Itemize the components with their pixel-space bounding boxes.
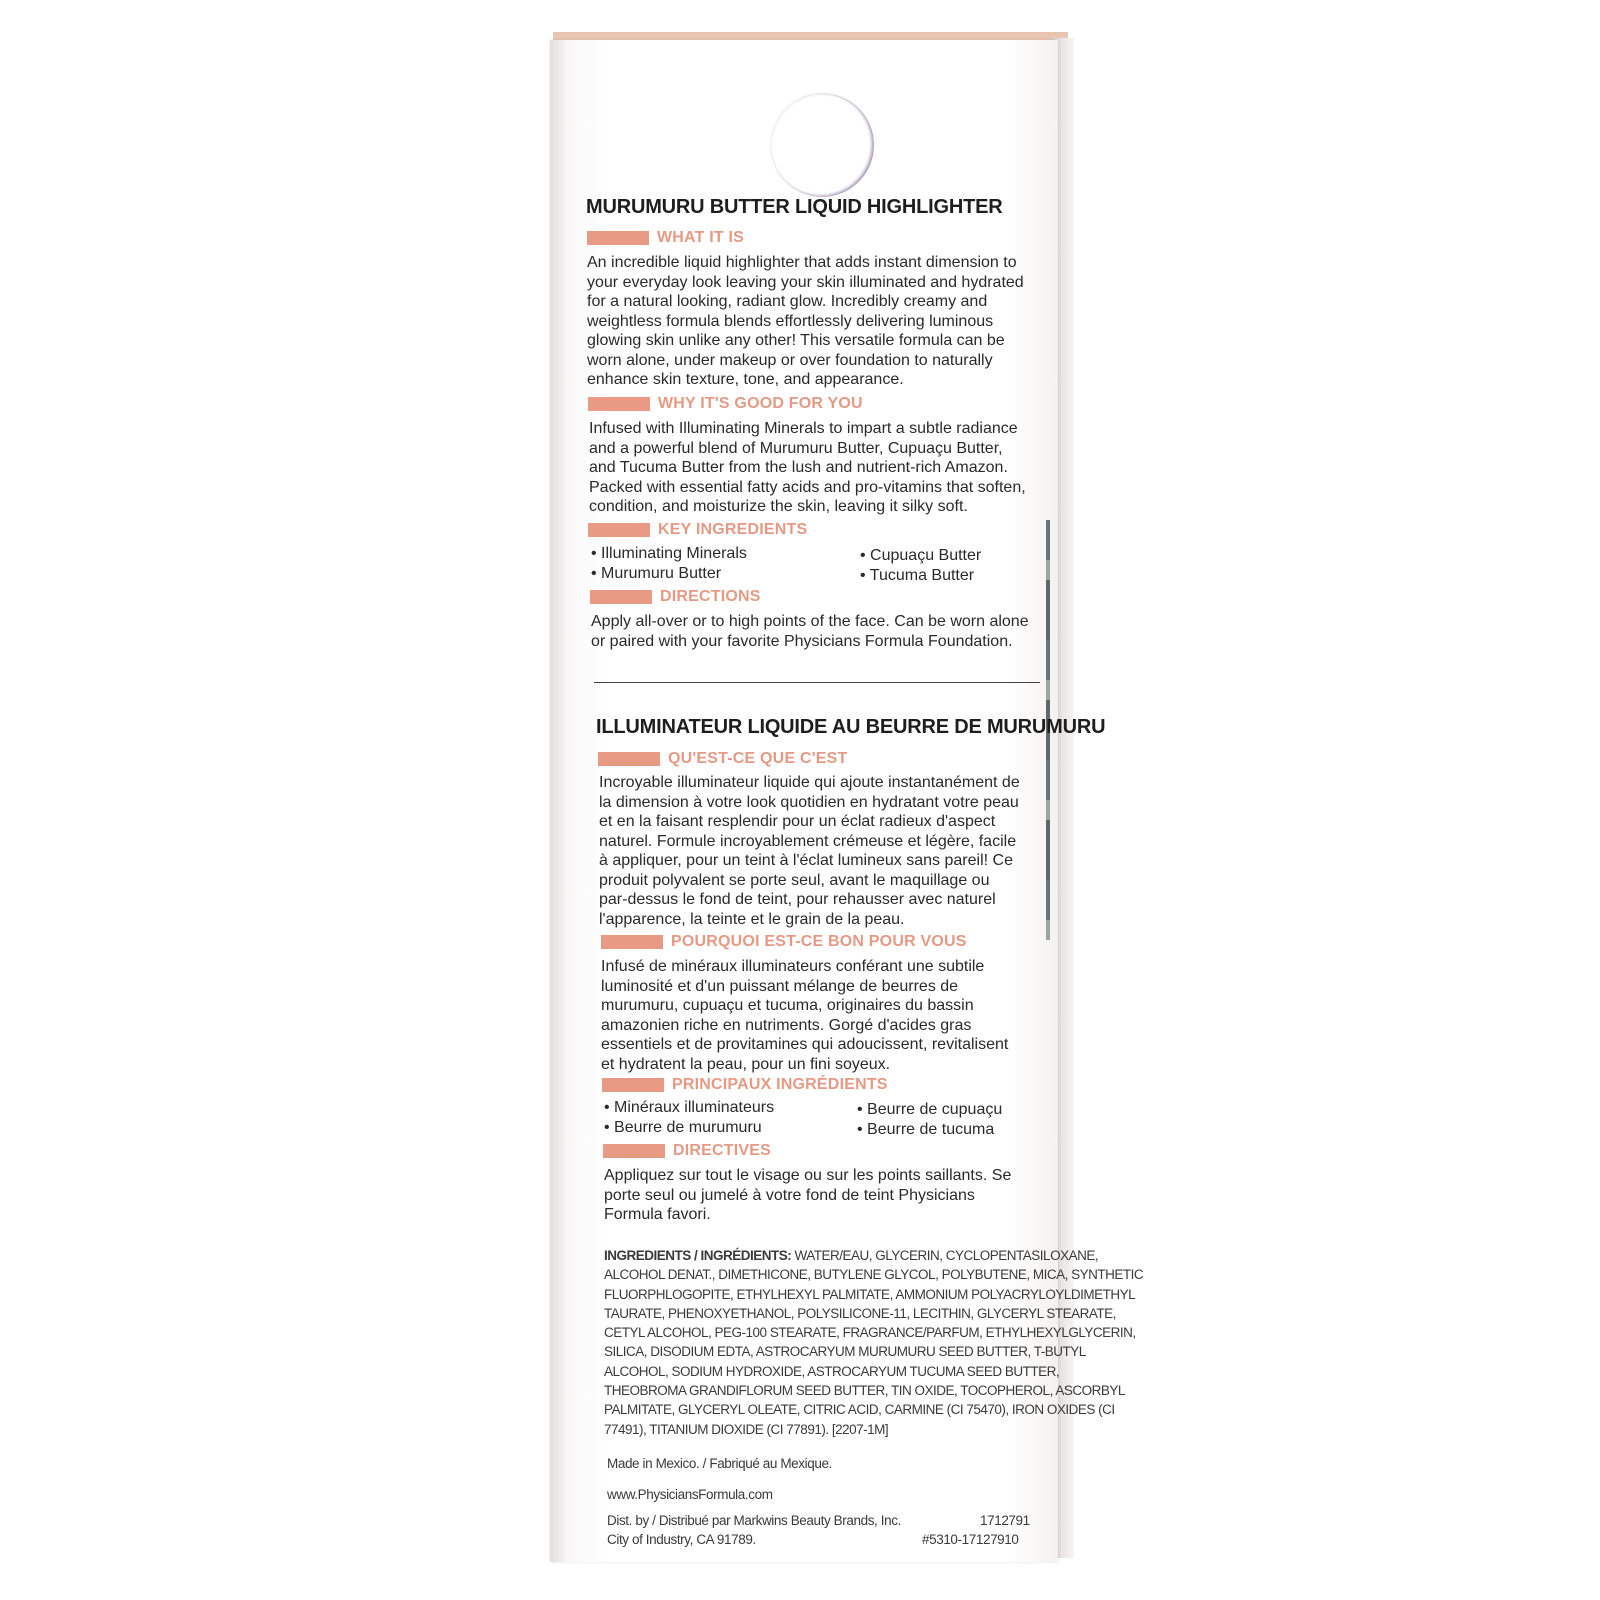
text-line: naturel. Formule incroyablement crémeuse et légère, facile — [599, 832, 1017, 850]
text-line: Packed with essential fatty acids and pro-vitamins that soften, — [589, 478, 1026, 496]
section-heading: WHY IT'S GOOD FOR YOU — [658, 395, 863, 412]
text-line: l'apparence, la teinte et le grain de la peau. — [599, 910, 905, 928]
section-key-ingredients — [588, 521, 807, 539]
text-line: 77491), TITANIUM DIOXIDE (CI 77891). [2207-1M] — [604, 1421, 889, 1437]
product-code: 1712791 — [980, 1513, 1030, 1528]
product-title-fr: ILLUMINATEUR LIQUIDE AU BEURRE DE MURUMURU — [596, 716, 1106, 738]
text-line: porte seul ou jumelé à votre fond de teint Physicians — [604, 1186, 975, 1204]
text-line: ALCOHOL DENAT., DIMETHICONE, BUTYLENE GLYCOL, POLYBUTENE, MICA, SYNTHETIC — [604, 1267, 1144, 1283]
text-line: and a powerful blend of Murumuru Butter, Cupuaçu Butter, — [589, 439, 1003, 457]
text-line: or paired with your favorite Physicians Formula Foundation. — [591, 632, 1013, 650]
text-line: produit polyvalent se porte seul, avant le maquillage ou — [599, 871, 990, 889]
ingredient-item: • Beurre de tucuma — [857, 1121, 995, 1138]
section-bar — [603, 1144, 665, 1158]
text-line: et hydratent la peau, pour un fini soyeux. — [601, 1055, 891, 1073]
text-line: murumuru, cupuaçu et tucuma, originaires du bassin — [601, 997, 974, 1014]
text-line: weightless formula blends effortlessly delivering luminous — [587, 312, 994, 330]
text-line: luminosité et d'un puissant mélange de beurres de — [601, 977, 959, 995]
text-line: ALCOHOL, SODIUM HYDROXIDE, ASTROCARYUM TUCUMA SEED BUTTER, — [604, 1363, 1060, 1379]
section-bar — [601, 935, 663, 949]
section-bar — [587, 231, 649, 245]
text-line: CETYL ALCOHOL, PEG-100 STEARATE, FRAGRANCE/PARFUM, ETHYLHEXYLGLYCERIN, — [604, 1325, 1136, 1341]
text-line: PALMITATE, GLYCERYL OLEATE, CITRIC ACID, CARMINE (CI 75470), IRON OXIDES (CI — [604, 1402, 1115, 1418]
section-bar — [598, 752, 660, 766]
text-line: enhance skin texture, tone, and appearance. — [587, 371, 904, 388]
section-heading: QU'EST-CE QUE C'EST — [668, 750, 848, 767]
text-line: and Tucuma Butter from the lush and nutrient-rich Amazon. — [589, 459, 1008, 476]
section-heading: DIRECTIONS — [660, 588, 761, 605]
product-title-en: MURUMURU BUTTER LIQUID HIGHLIGHTER — [586, 196, 1003, 218]
text-line: glowing skin unlike any other! This versatile formula can be — [587, 332, 1005, 349]
text-line: par-dessus le fond de teint, pour rehausser avec naturel — [599, 891, 996, 908]
quest-ce-text — [599, 773, 1020, 929]
ingredient-item: • Beurre de cupuaçu — [857, 1101, 1003, 1118]
ingredients-list — [604, 1246, 1143, 1439]
section-what-it-is — [587, 229, 744, 247]
text-line: et en la faisant resplendir pour un éclat radieux d'aspect — [599, 813, 996, 830]
ingredient-item: • Murumuru Butter — [591, 565, 722, 582]
text-line: à appliquer, pour un teint à l'éclat lumineux sans pareil! Ce — [599, 852, 1013, 869]
section-pourquoi — [601, 933, 967, 951]
section-heading: POURQUOI EST-CE BON POUR VOUS — [671, 933, 967, 950]
ingredient-item: • Minéraux illuminateurs — [604, 1099, 775, 1116]
text-line: Infused with Illuminating Minerals to impart a subtle radiance — [589, 420, 1018, 437]
text-line: THEOBROMA GRANDIFLORUM SEED BUTTER, TIN OXIDE, TOCOPHEROL, ASCORBYL — [604, 1383, 1125, 1399]
section-heading: KEY INGREDIENTS — [658, 521, 808, 538]
what-it-is-text — [587, 253, 1024, 390]
text-line: FLUORPHLOGOPITE, ETHYLHEXYL PALMITATE, AMMONIUM POLYACRYLOYLDIMETHYL — [604, 1286, 1136, 1302]
section-why-good — [588, 395, 863, 413]
text-line: Apply all-over or to high points of the face. Can be worn alone — [591, 613, 1029, 630]
text-line: TAURATE, PHENOXYETHANOL, POLYSILICONE-11, LECITHIN, GLYCERYL STEARATE, — [604, 1305, 1116, 1321]
ingredient-item: • Cupuaçu Butter — [860, 547, 982, 564]
text-line: Infusé de minéraux illuminateurs conférant une subtile — [601, 958, 985, 975]
text-line: condition, and moisturize the skin, leaving it silky soft. — [589, 498, 968, 515]
distributor-text: Dist. by / Distribué par Markwins Beauty Brands, Inc. — [607, 1513, 901, 1528]
section-heading: PRINCIPAUX INGRÉDIENTS — [672, 1076, 888, 1093]
ingredients-label: INGREDIENTS / INGRÉDIENTS: — [604, 1248, 792, 1263]
sku-code: #5310-17127910 — [922, 1532, 1019, 1547]
text-line: WATER/EAU, GLYCERIN, CYCLOPENTASILOXANE, — [791, 1248, 1099, 1263]
text-line: your everyday look leaving your skin illuminated and hydrated — [587, 273, 1024, 291]
text-line: An incredible liquid highlighter that adds instant dimension to — [587, 254, 1017, 271]
website-text: www.PhysiciansFormula.com — [607, 1487, 773, 1502]
section-quest-ce — [598, 750, 847, 768]
directions-text — [591, 612, 1029, 651]
section-bar — [588, 397, 650, 411]
text-line: essentiels et de provitamines qui adoucissent, revitalisent — [601, 1036, 1009, 1053]
text-line: Appliquez sur tout le visage ou sur les points saillants. Se — [604, 1167, 1012, 1184]
why-good-text — [589, 419, 1026, 517]
section-bar — [588, 523, 650, 537]
pourquoi-text — [601, 957, 1008, 1074]
ingredient-item: • Tucuma Butter — [860, 567, 975, 584]
text-line: worn alone, under makeup or over foundation to naturally — [587, 351, 993, 369]
text-line: la dimension à votre look quotidien en hydratant votre peau — [599, 793, 1019, 811]
box-left-edge — [550, 40, 564, 1562]
made-in-text: Made in Mexico. / Fabriqué au Mexique. — [607, 1456, 832, 1471]
directives-text — [604, 1166, 1011, 1225]
ingredient-item: • Illuminating Minerals — [591, 545, 747, 562]
text-line: Incroyable illuminateur liquide qui ajoute instantanément de — [599, 774, 1020, 791]
section-principaux — [602, 1076, 888, 1094]
text-line: Formula favori. — [604, 1206, 711, 1223]
section-directions — [590, 588, 761, 606]
section-bar — [602, 1078, 664, 1092]
hang-hole — [770, 93, 874, 197]
section-directives — [603, 1142, 771, 1160]
text-line: amazonien riche en nutriments. Gorgé d'acides gras — [601, 1016, 972, 1034]
distributor-address: City of Industry, CA 91789. — [607, 1532, 756, 1547]
section-heading: DIRECTIVES — [673, 1142, 772, 1159]
text-line: for a natural looking, radiant glow. Incredibly creamy and — [587, 293, 988, 310]
ingredient-item: • Beurre de murumuru — [604, 1119, 762, 1136]
section-heading: WHAT IT IS — [657, 229, 745, 246]
section-bar — [590, 590, 652, 604]
section-divider — [594, 682, 1040, 683]
text-line: SILICA, DISODIUM EDTA, ASTROCARYUM MURUMURU SEED BUTTER, T-BUTYL — [604, 1344, 1086, 1360]
